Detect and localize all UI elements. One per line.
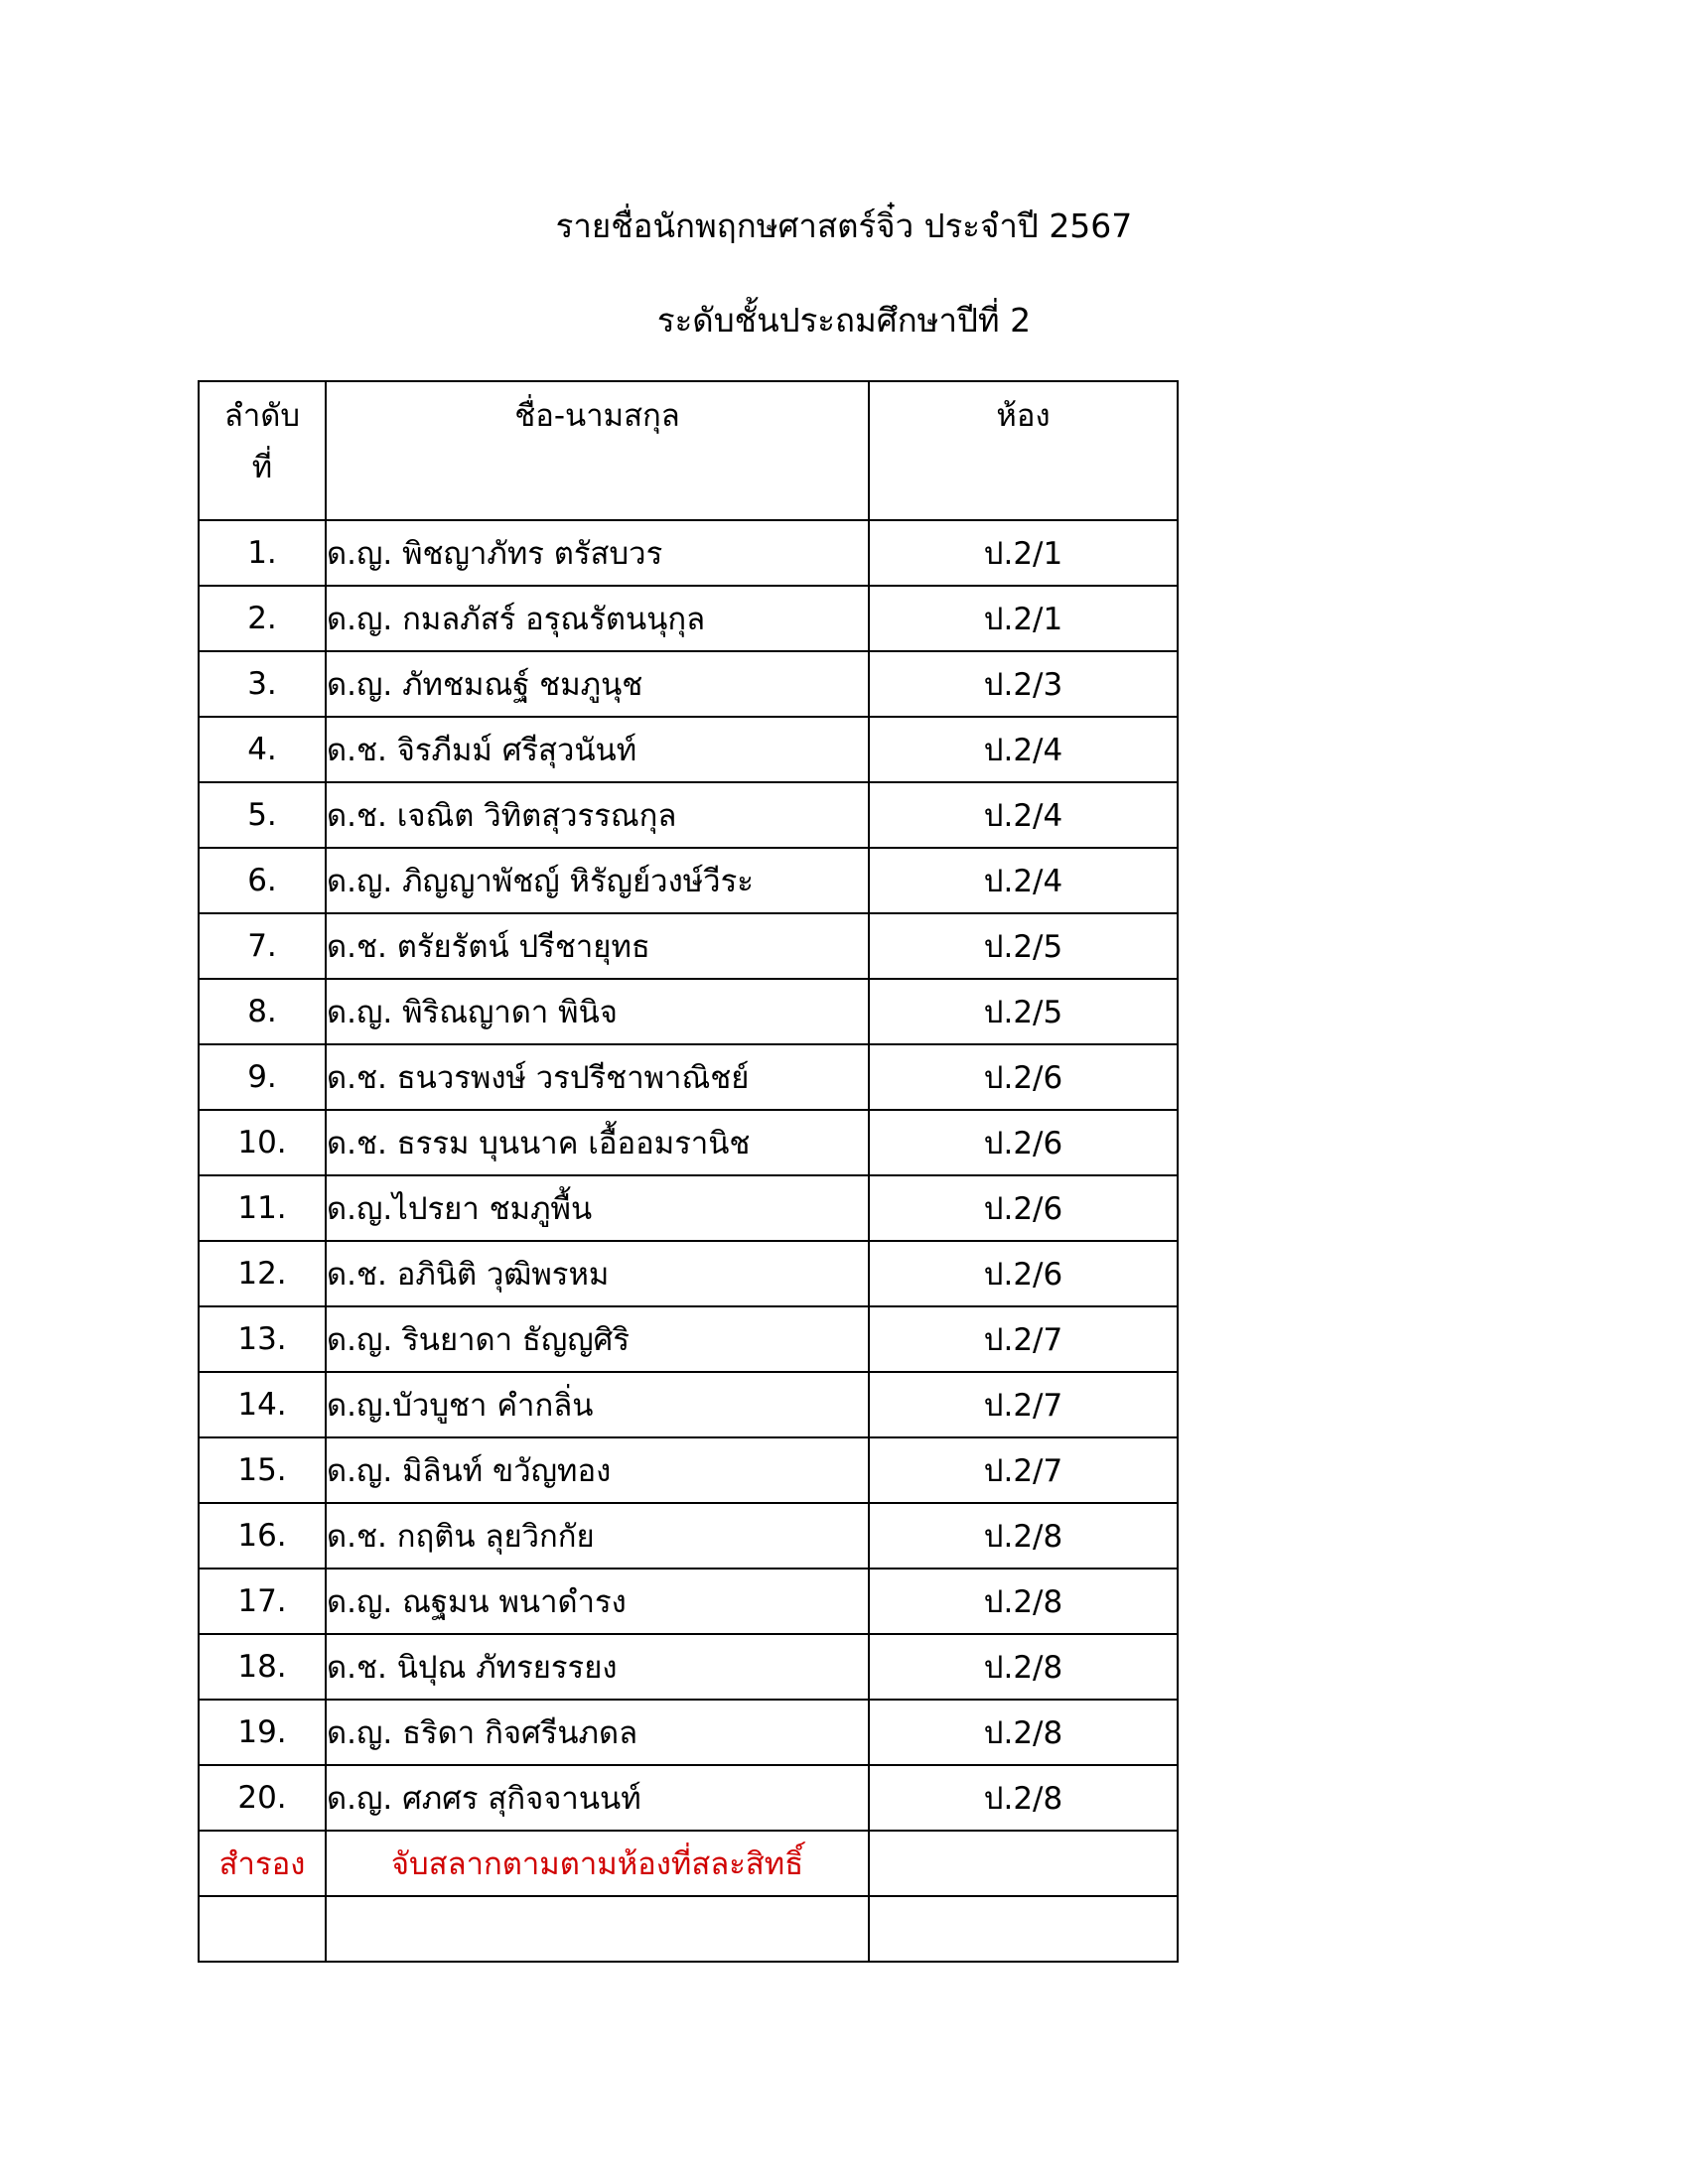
table-row	[199, 1700, 1178, 1765]
header-room: ห้อง	[869, 381, 1178, 520]
table-row	[199, 1503, 1178, 1569]
row-name: ด.ญ. พิริณญาดา พินิจ	[326, 979, 869, 1044]
row-room: ป.2/8	[869, 1503, 1178, 1569]
row-name: ด.ช. กฤติน ลุยวิกกัย	[326, 1503, 869, 1569]
reserve-room	[869, 1831, 1178, 1896]
row-room: ป.2/7	[869, 1306, 1178, 1372]
row-name: ด.ญ. ภิญญาพัชญ์ หิรัญย์วงษ์วีระ	[326, 848, 869, 913]
row-room: ป.2/4	[869, 782, 1178, 848]
row-room: ป.2/4	[869, 848, 1178, 913]
row-name: ด.ช. ธรรม บุนนาค เอื้ออมรานิช	[326, 1110, 869, 1175]
row-room: ป.2/5	[869, 979, 1178, 1044]
row-room: ป.2/6	[869, 1175, 1178, 1241]
row-number: 3.	[199, 651, 326, 717]
table-row	[199, 1634, 1178, 1700]
table-row	[199, 520, 1178, 586]
empty-cell	[326, 1896, 869, 1962]
table-row	[199, 717, 1178, 782]
row-number: 7.	[199, 913, 326, 979]
document-subtitle: ระดับชั้นประถมศึกษาปีที่ 2	[656, 301, 1032, 340]
row-room: ป.2/8	[869, 1634, 1178, 1700]
row-number: 2.	[199, 586, 326, 651]
row-name: ด.ช. ตรัยรัตน์ ปรีชายุทธ	[326, 913, 869, 979]
row-number: 5.	[199, 782, 326, 848]
row-name: ด.ญ. รินยาดา ธัญญศิริ	[326, 1306, 869, 1372]
row-name: ด.ช. เจณิต วิทิตสุวรรณกุล	[326, 782, 869, 848]
table-row	[199, 586, 1178, 651]
row-number: 17.	[199, 1569, 326, 1634]
header-number: ลำดับที่	[199, 381, 326, 520]
row-name: ด.ญ.บัวบูชา คำกลิ่น	[326, 1372, 869, 1437]
table-row	[199, 848, 1178, 913]
table-row	[199, 1175, 1178, 1241]
row-number: 14.	[199, 1372, 326, 1437]
row-number: 4.	[199, 717, 326, 782]
row-number: 16.	[199, 1503, 326, 1569]
row-room: ป.2/7	[869, 1372, 1178, 1437]
table-header-row	[199, 381, 1178, 520]
table-row	[199, 651, 1178, 717]
row-number: 10.	[199, 1110, 326, 1175]
table-row	[199, 1437, 1178, 1503]
table-row	[199, 1306, 1178, 1372]
row-room: ป.2/8	[869, 1700, 1178, 1765]
row-name: ด.ญ. ภัทชมณฐ์ ชมภูนุช	[326, 651, 869, 717]
row-name: ด.ช. อภินิติ วุฒิพรหม	[326, 1241, 869, 1306]
table-row	[199, 782, 1178, 848]
table-row	[199, 1569, 1178, 1634]
row-name: ด.ญ. ธริดา กิจศรีนภดล	[326, 1700, 869, 1765]
header-name: ชื่อ-นามสกุล	[326, 381, 869, 520]
row-room: ป.2/4	[869, 717, 1178, 782]
row-room: ป.2/6	[869, 1044, 1178, 1110]
row-name: ด.ช. จิรภีมม์ ศรีสุวนันท์	[326, 717, 869, 782]
row-name: ด.ช. ธนวรพงษ์ วรปรีชาพาณิชย์	[326, 1044, 869, 1110]
table-row	[199, 913, 1178, 979]
row-room: ป.2/8	[869, 1765, 1178, 1831]
table-row	[199, 1765, 1178, 1831]
row-number: 6.	[199, 848, 326, 913]
row-number: 8.	[199, 979, 326, 1044]
student-roster-table	[198, 380, 1179, 1963]
row-room: ป.2/6	[869, 1241, 1178, 1306]
row-number: 12.	[199, 1241, 326, 1306]
row-number: 20.	[199, 1765, 326, 1831]
document-title: รายชื่อนักพฤกษศาสตร์จิ๋ว ประจำปี 2567	[555, 206, 1133, 245]
row-name: ด.ญ. มิลินท์ ขวัญทอง	[326, 1437, 869, 1503]
reserve-text: จับสลากตามตามห้องที่สละสิทธิ์	[326, 1831, 869, 1896]
empty-cell	[869, 1896, 1178, 1962]
row-room: ป.2/1	[869, 520, 1178, 586]
row-room: ป.2/7	[869, 1437, 1178, 1503]
row-room: ป.2/5	[869, 913, 1178, 979]
row-name: ด.ญ. ศภศร สุกิจจานนท์	[326, 1765, 869, 1831]
row-number: 11.	[199, 1175, 326, 1241]
table-body	[199, 520, 1178, 1962]
row-name: ด.ญ. กมลภัสร์ อรุณรัตนนุกุล	[326, 586, 869, 651]
table-row	[199, 1110, 1178, 1175]
row-name: ด.ญ. พิชญาภัทร ตรัสบวร	[326, 520, 869, 586]
empty-row	[199, 1896, 1178, 1962]
empty-cell	[199, 1896, 326, 1962]
row-number: 19.	[199, 1700, 326, 1765]
table-row	[199, 1241, 1178, 1306]
table-row	[199, 1044, 1178, 1110]
row-room: ป.2/8	[869, 1569, 1178, 1634]
row-room: ป.2/1	[869, 586, 1178, 651]
row-number: 15.	[199, 1437, 326, 1503]
row-room: ป.2/3	[869, 651, 1178, 717]
row-name: ด.ช. นิปุณ ภัทรยรรยง	[326, 1634, 869, 1700]
row-name: ด.ญ. ณฐมน พนาดำรง	[326, 1569, 869, 1634]
row-number: 1.	[199, 520, 326, 586]
table-row	[199, 1372, 1178, 1437]
row-number: 9.	[199, 1044, 326, 1110]
row-number: 13.	[199, 1306, 326, 1372]
reserve-label: สำรอง	[199, 1831, 326, 1896]
reserve-row	[199, 1831, 1178, 1896]
row-number: 18.	[199, 1634, 326, 1700]
row-name: ด.ญ.ไปรยา ชมภูพื้น	[326, 1175, 869, 1241]
table-row	[199, 979, 1178, 1044]
row-room: ป.2/6	[869, 1110, 1178, 1175]
